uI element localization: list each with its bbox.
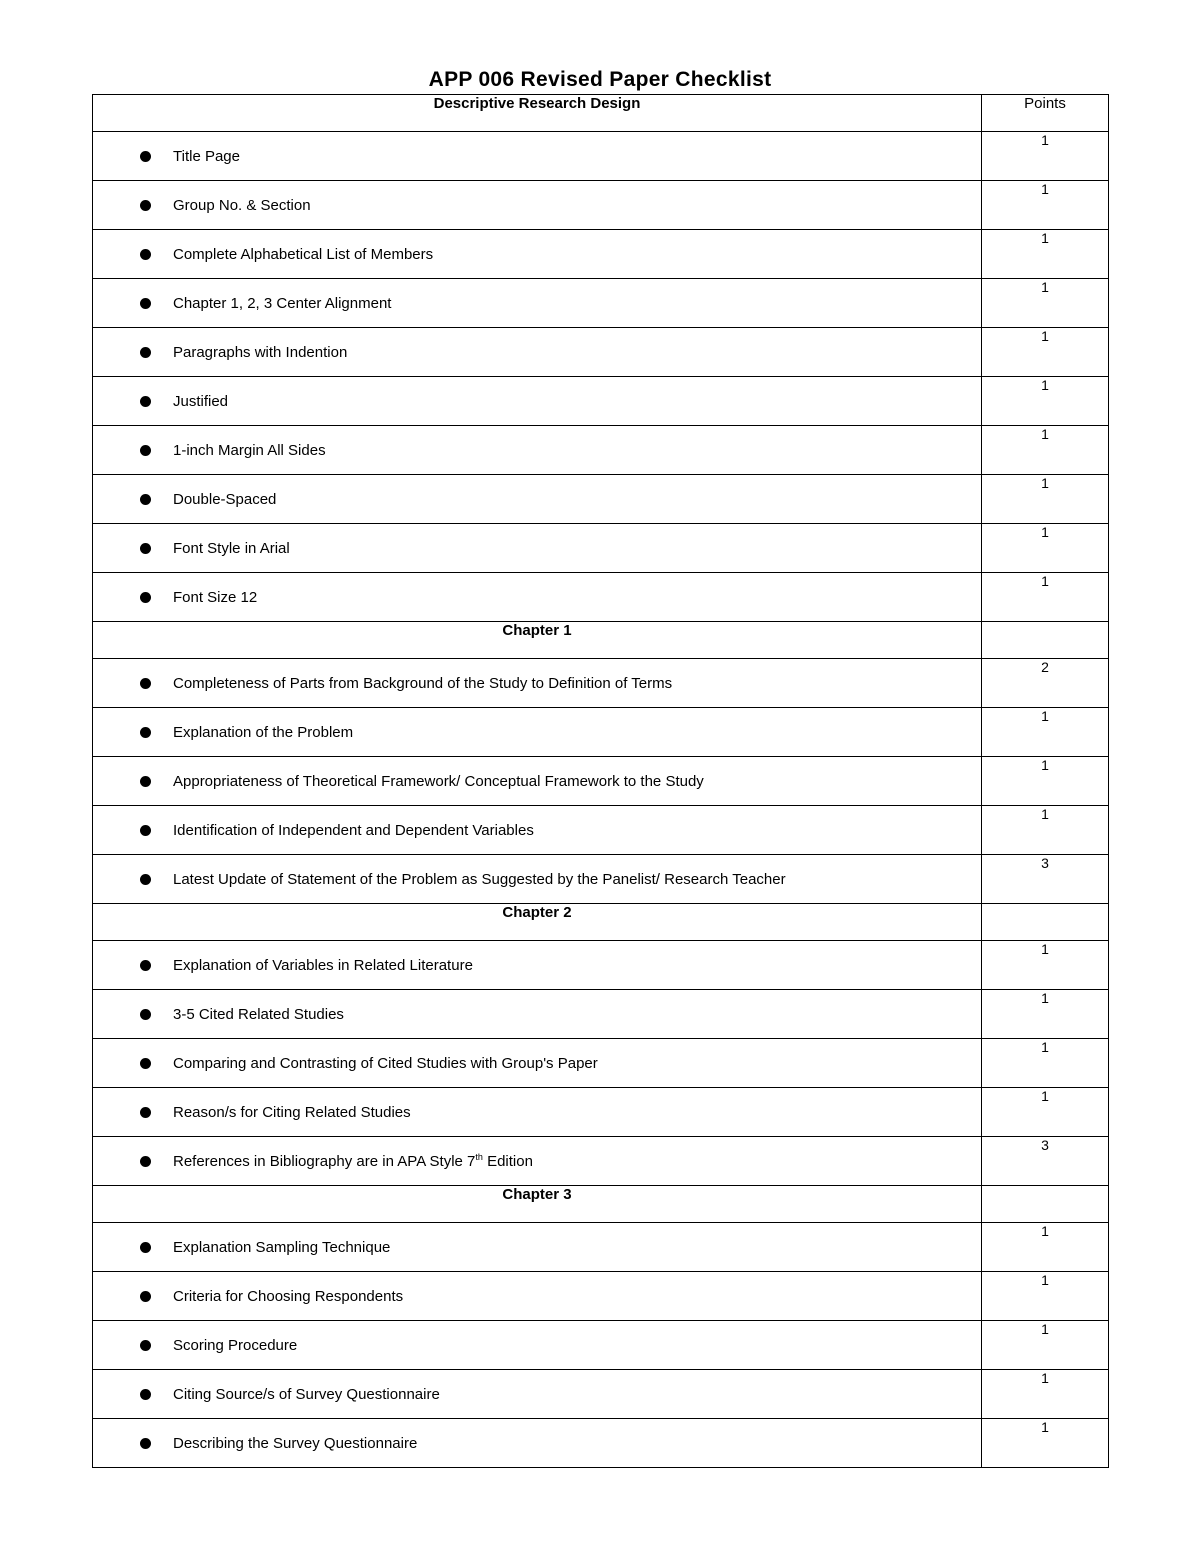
checklist-row bbox=[93, 757, 1109, 806]
bullet-icon bbox=[140, 543, 151, 554]
criteria-text: Complete Alphabetical List of Members bbox=[173, 245, 434, 263]
checklist-row bbox=[93, 377, 1109, 426]
criteria-label bbox=[173, 442, 326, 459]
criteria-text: Group No. & Section bbox=[173, 196, 311, 214]
criteria-label bbox=[173, 1435, 417, 1452]
points-value: 1 bbox=[982, 181, 1109, 230]
criteria-cell bbox=[93, 573, 982, 622]
criteria-cell bbox=[93, 524, 982, 573]
checklist-row bbox=[93, 328, 1109, 377]
bullet-icon bbox=[140, 151, 151, 162]
checklist-row bbox=[93, 132, 1109, 181]
checklist-row bbox=[93, 708, 1109, 757]
criteria-text: Citing Source/s of Survey Questionnaire bbox=[173, 1385, 440, 1403]
section-points-cell bbox=[982, 622, 1109, 659]
points-value: 1 bbox=[982, 1321, 1109, 1370]
criteria-text: Describing the Survey Questionnaire bbox=[173, 1434, 418, 1452]
criteria-cell bbox=[93, 1370, 982, 1419]
criteria-label bbox=[173, 1386, 440, 1403]
criteria-label bbox=[173, 773, 704, 790]
criteria-cell bbox=[93, 708, 982, 757]
points-value: 1 bbox=[982, 475, 1109, 524]
criteria-text: 3-5 Cited Related Studies bbox=[173, 1005, 344, 1023]
criteria-label bbox=[173, 675, 672, 692]
criteria-label bbox=[173, 344, 347, 361]
criteria-label bbox=[173, 724, 353, 741]
bullet-icon bbox=[140, 1156, 151, 1167]
criteria-cell bbox=[93, 132, 982, 181]
bullet-icon bbox=[140, 1107, 151, 1118]
criteria-cell bbox=[93, 941, 982, 990]
criteria-label bbox=[173, 295, 391, 312]
bullet-icon bbox=[140, 1389, 151, 1400]
bullet-icon bbox=[140, 200, 151, 211]
criteria-cell bbox=[93, 806, 982, 855]
points-value: 1 bbox=[982, 757, 1109, 806]
checklist-row bbox=[93, 1137, 1109, 1186]
criteria-cell bbox=[93, 757, 982, 806]
checklist-row bbox=[93, 1419, 1109, 1468]
bullet-icon bbox=[140, 1438, 151, 1449]
criteria-label bbox=[173, 1239, 390, 1256]
criteria-text: Title Page bbox=[173, 147, 240, 165]
section-title: Chapter 2 bbox=[93, 904, 982, 941]
criteria-cell bbox=[93, 1321, 982, 1370]
criteria-cell bbox=[93, 1039, 982, 1088]
criteria-label bbox=[173, 957, 473, 974]
checklist-row bbox=[93, 475, 1109, 524]
bullet-icon bbox=[140, 960, 151, 971]
criteria-text: Font Size 12 bbox=[173, 588, 258, 606]
points-value: 1 bbox=[982, 1272, 1109, 1321]
criteria-text: Paragraphs with Indention bbox=[173, 343, 348, 361]
points-value: 2 bbox=[982, 659, 1109, 708]
bullet-icon bbox=[140, 874, 151, 885]
checklist-row bbox=[93, 1321, 1109, 1370]
checklist-row bbox=[93, 806, 1109, 855]
criteria-suffix: Edition bbox=[482, 1153, 533, 1170]
points-value: 1 bbox=[982, 328, 1109, 377]
bullet-icon bbox=[140, 298, 151, 309]
bullet-icon bbox=[140, 776, 151, 787]
section-row bbox=[93, 622, 1109, 659]
criteria-cell bbox=[93, 1223, 982, 1272]
checklist-row bbox=[93, 659, 1109, 708]
criteria-text: Completeness of Parts from Background of the Study to Definition of Terms bbox=[173, 674, 673, 692]
points-value: 1 bbox=[982, 1419, 1109, 1468]
section-row bbox=[93, 904, 1109, 941]
criteria-text: Explanation of Variables in Related Literature bbox=[173, 956, 473, 974]
points-value: 1 bbox=[982, 1088, 1109, 1137]
bullet-icon bbox=[140, 1009, 151, 1020]
checklist-row bbox=[93, 524, 1109, 573]
criteria-cell bbox=[93, 328, 982, 377]
bullet-icon bbox=[140, 1340, 151, 1351]
bullet-icon bbox=[140, 592, 151, 603]
table-header-row bbox=[93, 95, 1109, 132]
criteria-text: Identification of Independent and Dependent Variables bbox=[173, 821, 534, 839]
criteria-text: Latest Update of Statement of the Problem as Suggested by the Panelist/ Research Teacher bbox=[173, 870, 786, 888]
checklist-body bbox=[93, 132, 1109, 1468]
criteria-label bbox=[173, 1104, 411, 1121]
points-value: 1 bbox=[982, 990, 1109, 1039]
criteria-cell bbox=[93, 1137, 982, 1186]
criteria-label bbox=[173, 1006, 344, 1023]
checklist-row bbox=[93, 1272, 1109, 1321]
criteria-text: Reason/s for Citing Related Studies bbox=[173, 1103, 411, 1121]
checklist-row bbox=[93, 990, 1109, 1039]
criteria-label bbox=[173, 871, 786, 888]
criteria-cell bbox=[93, 855, 982, 904]
criteria-cell bbox=[93, 659, 982, 708]
criteria-cell bbox=[93, 181, 982, 230]
points-value: 1 bbox=[982, 1223, 1109, 1272]
criteria-label bbox=[173, 822, 534, 839]
bullet-icon bbox=[140, 396, 151, 407]
criteria-cell bbox=[93, 377, 982, 426]
criteria-label bbox=[173, 540, 290, 557]
criteria-label bbox=[173, 246, 433, 263]
bullet-icon bbox=[140, 494, 151, 505]
points-column-header: Points bbox=[982, 95, 1109, 132]
criteria-text: Double-Spaced bbox=[173, 490, 277, 508]
points-value: 1 bbox=[982, 132, 1109, 181]
criteria-label bbox=[173, 148, 240, 165]
checklist-table bbox=[92, 94, 1109, 1468]
criteria-label bbox=[173, 491, 276, 508]
criteria-cell bbox=[93, 426, 982, 475]
bullet-icon bbox=[140, 249, 151, 260]
criteria-column-header: Descriptive Research Design bbox=[93, 95, 982, 132]
checklist-row bbox=[93, 230, 1109, 279]
bullet-icon bbox=[140, 1058, 151, 1069]
bullet-icon bbox=[140, 727, 151, 738]
section-title: Chapter 1 bbox=[93, 622, 982, 659]
points-value: 1 bbox=[982, 1370, 1109, 1419]
points-value: 1 bbox=[982, 230, 1109, 279]
criteria-label bbox=[173, 589, 257, 606]
document-title: APP 006 Revised Paper Checklist bbox=[428, 68, 772, 91]
section-row bbox=[93, 1186, 1109, 1223]
criteria-label bbox=[173, 1152, 533, 1170]
criteria-cell bbox=[93, 1088, 982, 1137]
checklist-row bbox=[93, 855, 1109, 904]
checklist-row bbox=[93, 1039, 1109, 1088]
section-points-cell bbox=[982, 904, 1109, 941]
section-points-cell bbox=[982, 1186, 1109, 1223]
criteria-text: Scoring Procedure bbox=[173, 1336, 298, 1354]
criteria-text: Explanation of the Problem bbox=[173, 723, 354, 741]
criteria-text: Chapter 1, 2, 3 Center Alignment bbox=[173, 294, 392, 312]
criteria-label bbox=[173, 393, 228, 410]
criteria-cell bbox=[93, 1419, 982, 1468]
points-value: 1 bbox=[982, 941, 1109, 990]
criteria-cell bbox=[93, 1272, 982, 1321]
points-value: 1 bbox=[982, 1039, 1109, 1088]
checklist-row bbox=[93, 1370, 1109, 1419]
criteria-text: Criteria for Choosing Respondents bbox=[173, 1287, 404, 1305]
criteria-cell bbox=[93, 279, 982, 328]
criteria-label bbox=[173, 1337, 297, 1354]
bullet-icon bbox=[140, 678, 151, 689]
points-value: 1 bbox=[982, 279, 1109, 328]
section-title: Chapter 3 bbox=[93, 1186, 982, 1223]
points-value: 1 bbox=[982, 708, 1109, 757]
checklist-row bbox=[93, 573, 1109, 622]
checklist-row bbox=[93, 279, 1109, 328]
criteria-cell bbox=[93, 475, 982, 524]
criteria-label bbox=[173, 1055, 598, 1072]
criteria-cell bbox=[93, 230, 982, 279]
points-value: 1 bbox=[982, 377, 1109, 426]
criteria-text: References in Bibliography are in APA Style 7 bbox=[173, 1153, 476, 1170]
criteria-text: Explanation Sampling Technique bbox=[173, 1238, 391, 1256]
points-value: 3 bbox=[982, 855, 1109, 904]
bullet-icon bbox=[140, 347, 151, 358]
criteria-superscript: th bbox=[475, 1152, 483, 1162]
checklist-row bbox=[93, 426, 1109, 475]
bullet-icon bbox=[140, 825, 151, 836]
checklist-row bbox=[93, 1223, 1109, 1272]
criteria-label bbox=[173, 197, 311, 214]
criteria-text: Font Style in Arial bbox=[173, 539, 290, 557]
checklist-row bbox=[93, 181, 1109, 230]
checklist-row bbox=[93, 1088, 1109, 1137]
criteria-text: 1-inch Margin All Sides bbox=[173, 441, 326, 459]
criteria-text: Comparing and Contrasting of Cited Studies with Group's Paper bbox=[173, 1054, 598, 1072]
criteria-cell bbox=[93, 990, 982, 1039]
points-value: 1 bbox=[982, 426, 1109, 475]
points-value: 1 bbox=[982, 524, 1109, 573]
checklist-row bbox=[93, 941, 1109, 990]
criteria-text: Appropriateness of Theoretical Framework/ Conceptual Framework to the Study bbox=[173, 772, 704, 790]
bullet-icon bbox=[140, 1242, 151, 1253]
points-value: 1 bbox=[982, 806, 1109, 855]
criteria-text: Justified bbox=[173, 392, 229, 410]
bullet-icon bbox=[140, 445, 151, 456]
bullet-icon bbox=[140, 1291, 151, 1302]
points-value: 3 bbox=[982, 1137, 1109, 1186]
criteria-label bbox=[173, 1288, 403, 1305]
points-value: 1 bbox=[982, 573, 1109, 622]
